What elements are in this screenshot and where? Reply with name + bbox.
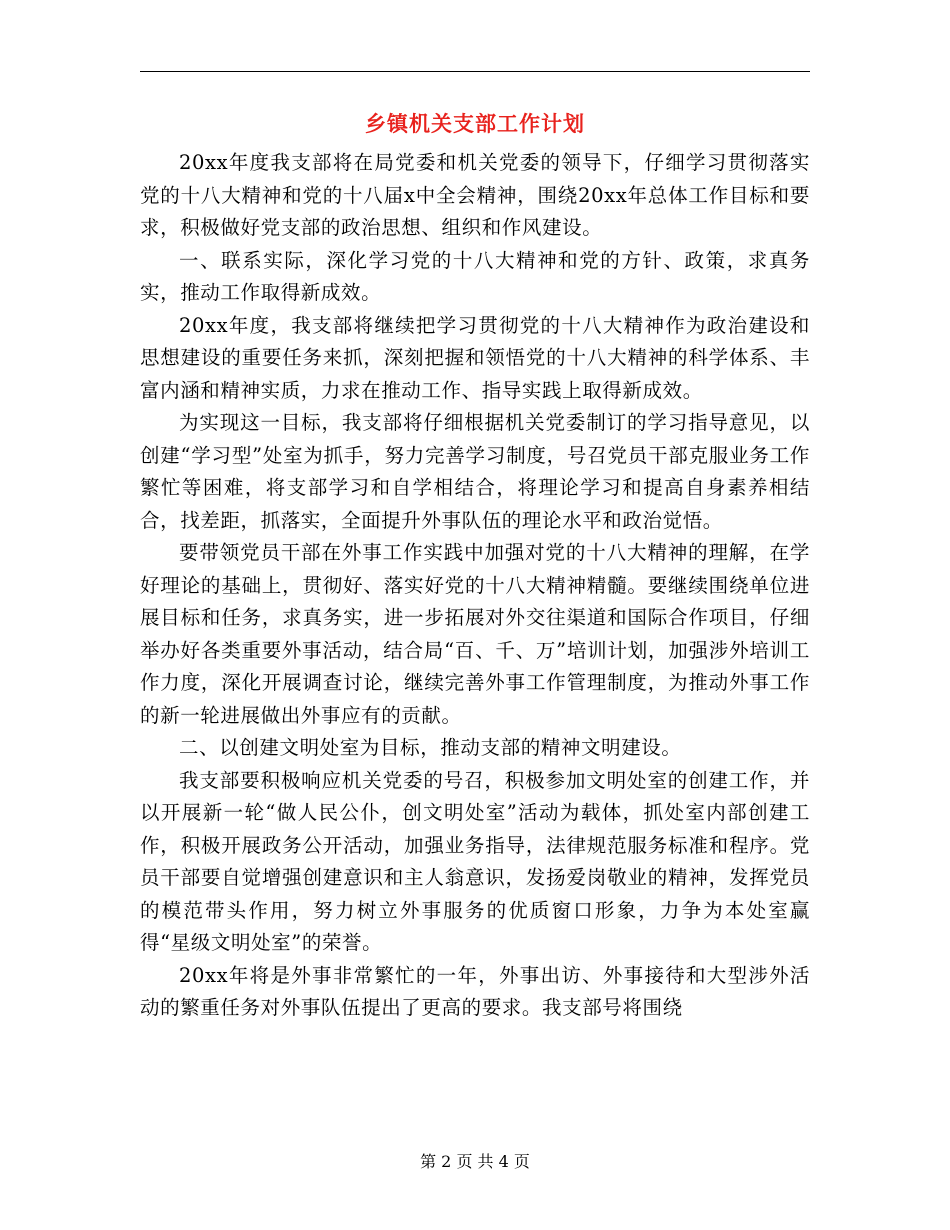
- paragraph: 要带领党员干部在外事工作实践中加强对党的十八大精神的理解，在学好理论的基础上，贯彻好、落实好党的十八大精神精髓。要继续围绕单位进展目标和任务，求真务实，进一步拓展对外交往渠道和国际合作项目，仔细举办好各类重要外事活动，结合局“百、千、万”培训计划，加强涉外培训工作力度，深化开展调查讨论，继续完善外事工作管理制度，为推动外事工作的新一轮进展做出外事应有的贡献。: [140, 541, 810, 727]
- paragraph: 为实现这一目标，我支部将仔细根据机关党委制订的学习指导意见，以创建“学习型”处室为抓手，努力完善学习制度，号召党员干部克服业务工作繁忙等困难，将支部学习和自学相结合，将理论学习和提高自身素养相结合，找差距，抓落实，全面提升外事队伍的理论水平和政治觉悟。: [140, 411, 810, 532]
- section-heading-1: 一、联系实际，深化学习党的十八大精神和党的方针、政策，求真务实，推动工作取得新成效。: [140, 248, 810, 304]
- document-body: [140, 147, 810, 1025]
- header-rule: [140, 71, 810, 72]
- paragraph: 20xx年将是外事非常繁忙的一年，外事出访、外事接待和大型涉外活动的繁重任务对外事队伍提出了更高的要求。我支部号将围绕: [140, 963, 810, 1019]
- paragraph: 20xx年度，我支部将继续把学习贯彻党的十八大精神作为政治建设和思想建设的重要任务来抓，深刻把握和领悟党的十八大精神的科学体系、丰富内涵和精神实质，力求在推动工作、指导实践上取得新成效。: [140, 313, 810, 402]
- paragraph: 我支部要积极响应机关党委的号召，积极参加文明处室的创建工作，并以开展新一轮“做人民公仆，创文明处室”活动为载体，抓处室内部创建工作，积极开展政务公开活动，加强业务指导，法律规范服务标准和程序。党员干部要自觉增强创建意识和主人翁意识，发扬爱岗敬业的精神，发挥党员的模范带头作用，努力树立外事服务的优质窗口形象，力争为本处室赢得“星级文明处室”的荣誉。: [140, 768, 810, 954]
- document-title: 乡镇机关支部工作计划: [365, 111, 585, 136]
- paragraph-intro: 20xx年度我支部将在局党委和机关党委的领导下，仔细学习贯彻落实党的十八大精神和党的十八届x中全会精神，围绕20xx年总体工作目标和要求，积极做好党支部的政治思想、组织和作风建设。: [140, 151, 810, 239]
- section-heading-2: 二、以创建文明处室为目标，推动支部的精神文明建设。: [179, 736, 682, 759]
- page-number-footer: 第 2 页 共 4 页: [420, 1152, 530, 1171]
